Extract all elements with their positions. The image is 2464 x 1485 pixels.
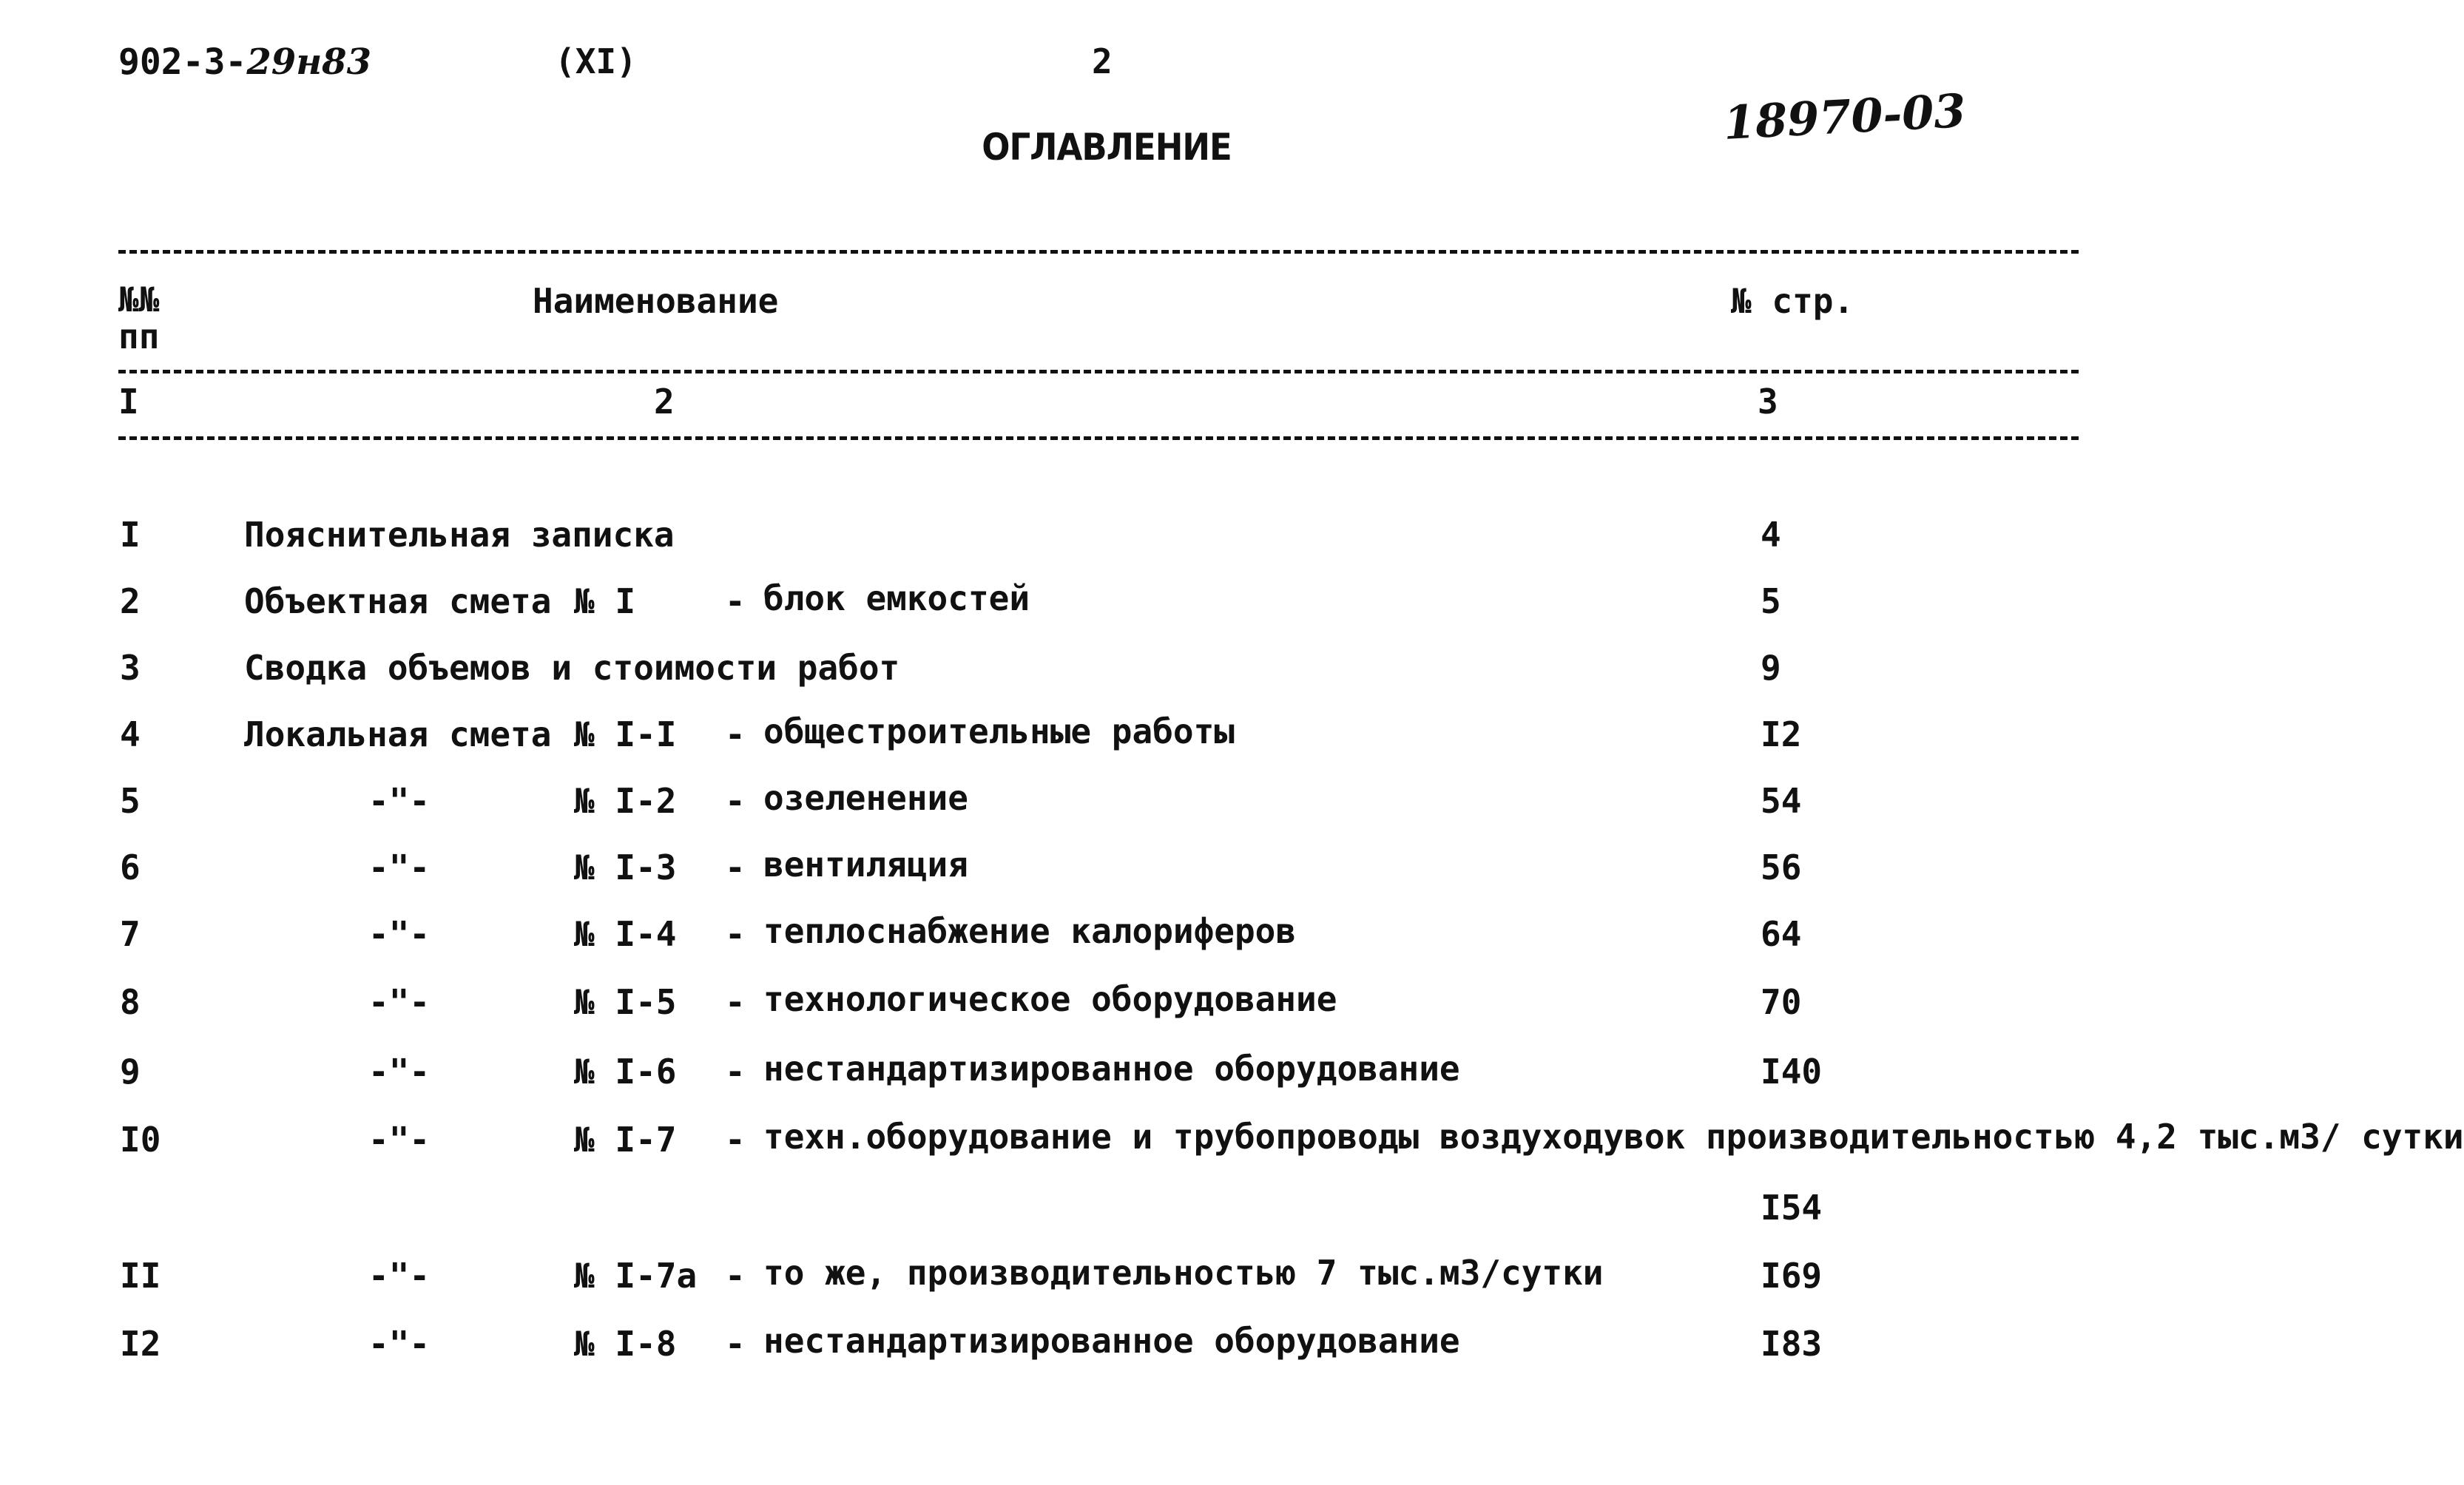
row-code: № I-2: [574, 781, 677, 821]
row-description: общестроительные работы: [763, 711, 1235, 751]
row-number: I: [120, 515, 141, 555]
row-ditto: -"-: [368, 781, 431, 821]
row-code: № I-7а: [574, 1256, 698, 1296]
row-dash: -: [725, 848, 746, 887]
row-page: 64: [1761, 914, 1802, 954]
row-page: 9: [1761, 648, 1781, 688]
row-ditto: -"-: [368, 1256, 431, 1296]
row-number: 5: [120, 781, 141, 821]
row-label: Пояснительная записка: [244, 515, 675, 555]
handwritten-number: 18970-03: [1722, 83, 1968, 150]
column-index-name: 2: [654, 382, 675, 422]
row-dash: -: [725, 1324, 746, 1364]
column-header-number: №№ пп: [118, 280, 160, 356]
dashed-rule-middle: [118, 370, 2079, 373]
row-code: № I-3: [574, 848, 677, 887]
row-code: № I-7: [574, 1120, 677, 1160]
row-dash: -: [725, 1052, 746, 1092]
row-label: Сводка объемов и стоимости работ: [244, 648, 900, 688]
row-ditto: -"-: [368, 914, 431, 954]
column-index-number: I: [118, 382, 139, 422]
row-ditto: -"-: [368, 1324, 431, 1364]
row-number: I0: [120, 1120, 161, 1160]
row-dash: -: [725, 581, 746, 621]
row-page: I2: [1761, 714, 1802, 754]
row-number: 7: [120, 914, 141, 954]
row-description: нестандартизированное оборудование: [763, 1049, 1460, 1089]
row-page: 56: [1761, 848, 1802, 887]
row-page: I83: [1761, 1324, 1823, 1364]
row-code: № I-I: [574, 714, 677, 754]
row-description: блок емкостей: [763, 578, 1030, 618]
row-number: 2: [120, 581, 141, 621]
row-description: нестандартизированное оборудование: [763, 1321, 1460, 1361]
row-label: Объектная смета: [244, 581, 552, 621]
document-code: [118, 41, 371, 83]
row-page: I69: [1761, 1256, 1823, 1296]
row-number: 9: [120, 1052, 141, 1092]
column-index-page: 3: [1758, 382, 1778, 422]
row-dash: -: [725, 982, 746, 1022]
row-description: теплоснабжение калориферов: [763, 911, 1297, 951]
row-ditto: -"-: [368, 1120, 431, 1160]
row-description: озеленение: [763, 778, 968, 818]
row-code: № I-4: [574, 914, 677, 954]
row-page: 4: [1761, 515, 1781, 555]
row-number: 3: [120, 648, 141, 688]
row-description: вентиляция: [763, 845, 968, 884]
row-page: I54: [1761, 1188, 1823, 1228]
dashed-rule-top: [118, 250, 2079, 254]
row-description: технологическое оборудование: [763, 979, 1337, 1019]
row-description: техн.оборудование и трубопроводы воздуходувок производительностью 4,2 тыс.м3/ сутки: [763, 1117, 2464, 1157]
row-dash: -: [725, 714, 746, 754]
row-page: 5: [1761, 581, 1781, 621]
row-page: 54: [1761, 781, 1802, 821]
row-number: II: [120, 1256, 161, 1296]
row-code: № I-5: [574, 982, 677, 1022]
row-ditto: -"-: [368, 848, 431, 887]
row-code: № I-6: [574, 1052, 677, 1092]
row-dash: -: [725, 1120, 746, 1160]
document-code-printed: 902-3-: [118, 41, 247, 83]
dashed-rule-bottom: [118, 436, 2079, 440]
page-number: 2: [1092, 41, 1113, 81]
volume-roman: (XI): [555, 41, 637, 81]
row-page: 70: [1761, 982, 1802, 1022]
row-dash: -: [725, 1256, 746, 1296]
row-number: 6: [120, 848, 141, 887]
row-page: I40: [1761, 1052, 1823, 1092]
page-title: ОГЛАВЛЕНИЕ: [982, 126, 1232, 169]
row-code: № I: [574, 581, 636, 621]
column-header-name: Наименование: [533, 281, 779, 321]
row-ditto: -"-: [368, 982, 431, 1022]
row-code: № I-8: [574, 1324, 677, 1364]
column-header-page: № стр.: [1731, 281, 1854, 321]
row-dash: -: [725, 914, 746, 954]
row-number: 4: [120, 714, 141, 754]
row-ditto: -"-: [368, 1052, 431, 1092]
row-number: I2: [120, 1324, 161, 1364]
document-code-handwritten: 29н83: [246, 41, 371, 83]
row-description: то же, производительностью 7 тыс.м3/сутки: [763, 1253, 1604, 1293]
row-number: 8: [120, 982, 141, 1022]
row-label: Локальная смета: [244, 714, 552, 754]
row-dash: -: [725, 781, 746, 821]
